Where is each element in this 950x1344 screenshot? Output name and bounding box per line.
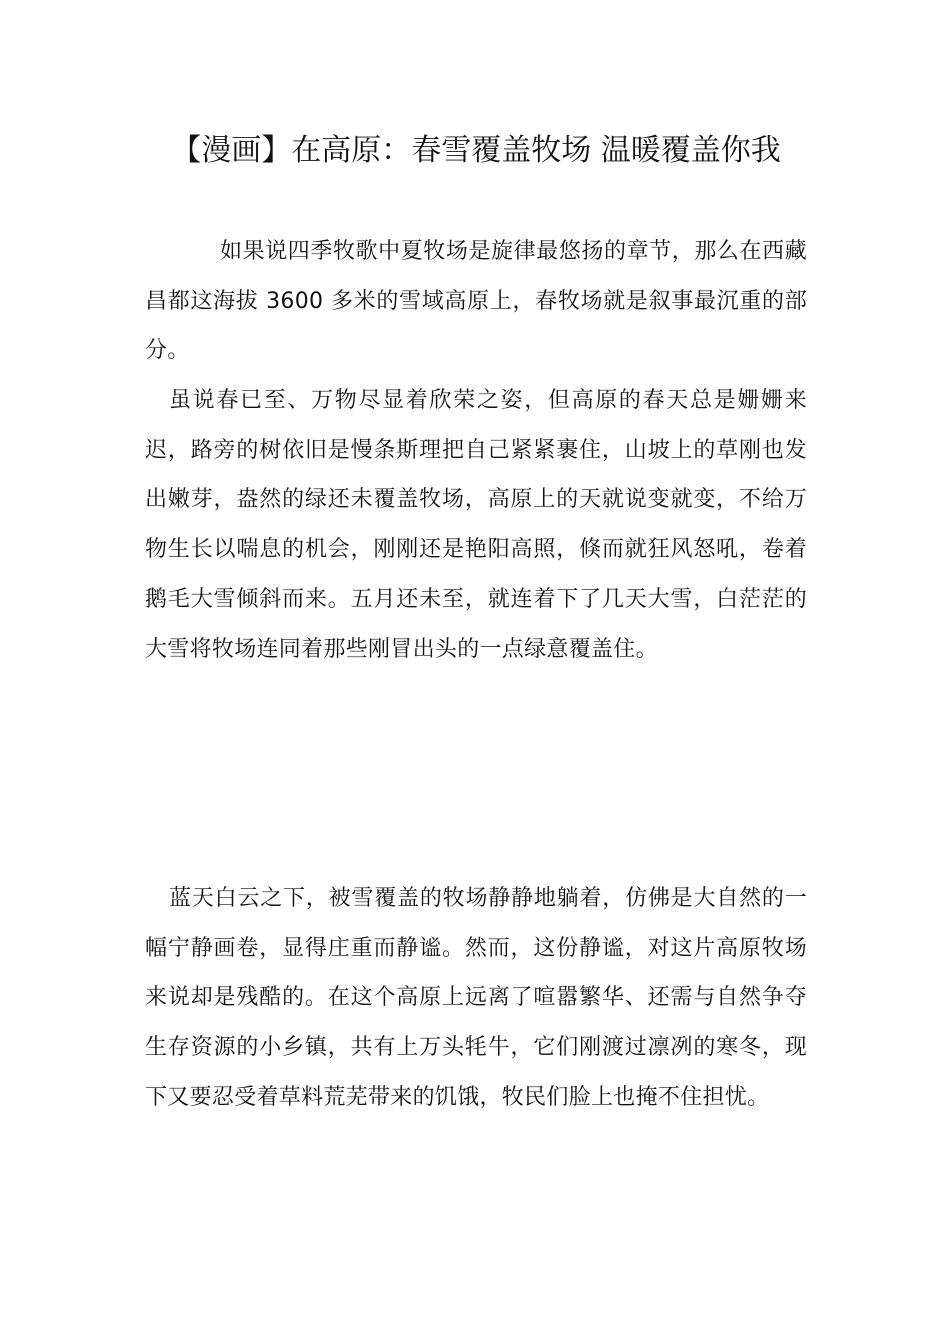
paragraph-2: 虽说春已至、万物尽显着欣荣之姿，但高原的春天总是姗姗来迟，路旁的树依旧是慢条斯理把自己紧紧裹住，山坡上的草刚也发出嫩芽，盎然的绿还未覆盖牧场，高原上的天就说变就变，不给万物生长以喘息的机会，刚刚还是艳阳高照，倏而就狂风怒吼，卷着鹅毛大雪倾斜而来。五月还未至，就连着下了几天大雪，白茫茫的大雪将牧场连同着那些刚冒出头的一点绿意覆盖住。	[145, 388, 807, 662]
document-title: 【漫画】在高原：春雪覆盖牧场 温暖覆盖你我	[171, 133, 781, 168]
paragraph-1: 如果说四季牧歌中夏牧场是旋律最悠扬的章节，那么在西藏昌都这海拔 3600 多米的雪域高原上，春牧场就是叙事最沉重的部分。	[145, 239, 807, 364]
paragraph-3: 蓝天白云之下，被雪覆盖的牧场静静地躺着，仿佛是大自然的一幅宁静画卷，显得庄重而静谧。然而，这份静谧，对这片高原牧场来说却是残酷的。在这个高原上远离了喧嚣繁华、还需与自然争夺生存资源的小乡镇，共有上万头牦牛，它们刚渡过凛冽的寒冬，现下又要忍受着草料荒芜带来的饥饿，牧民们脸上也掩不住担忧。	[145, 886, 807, 1110]
